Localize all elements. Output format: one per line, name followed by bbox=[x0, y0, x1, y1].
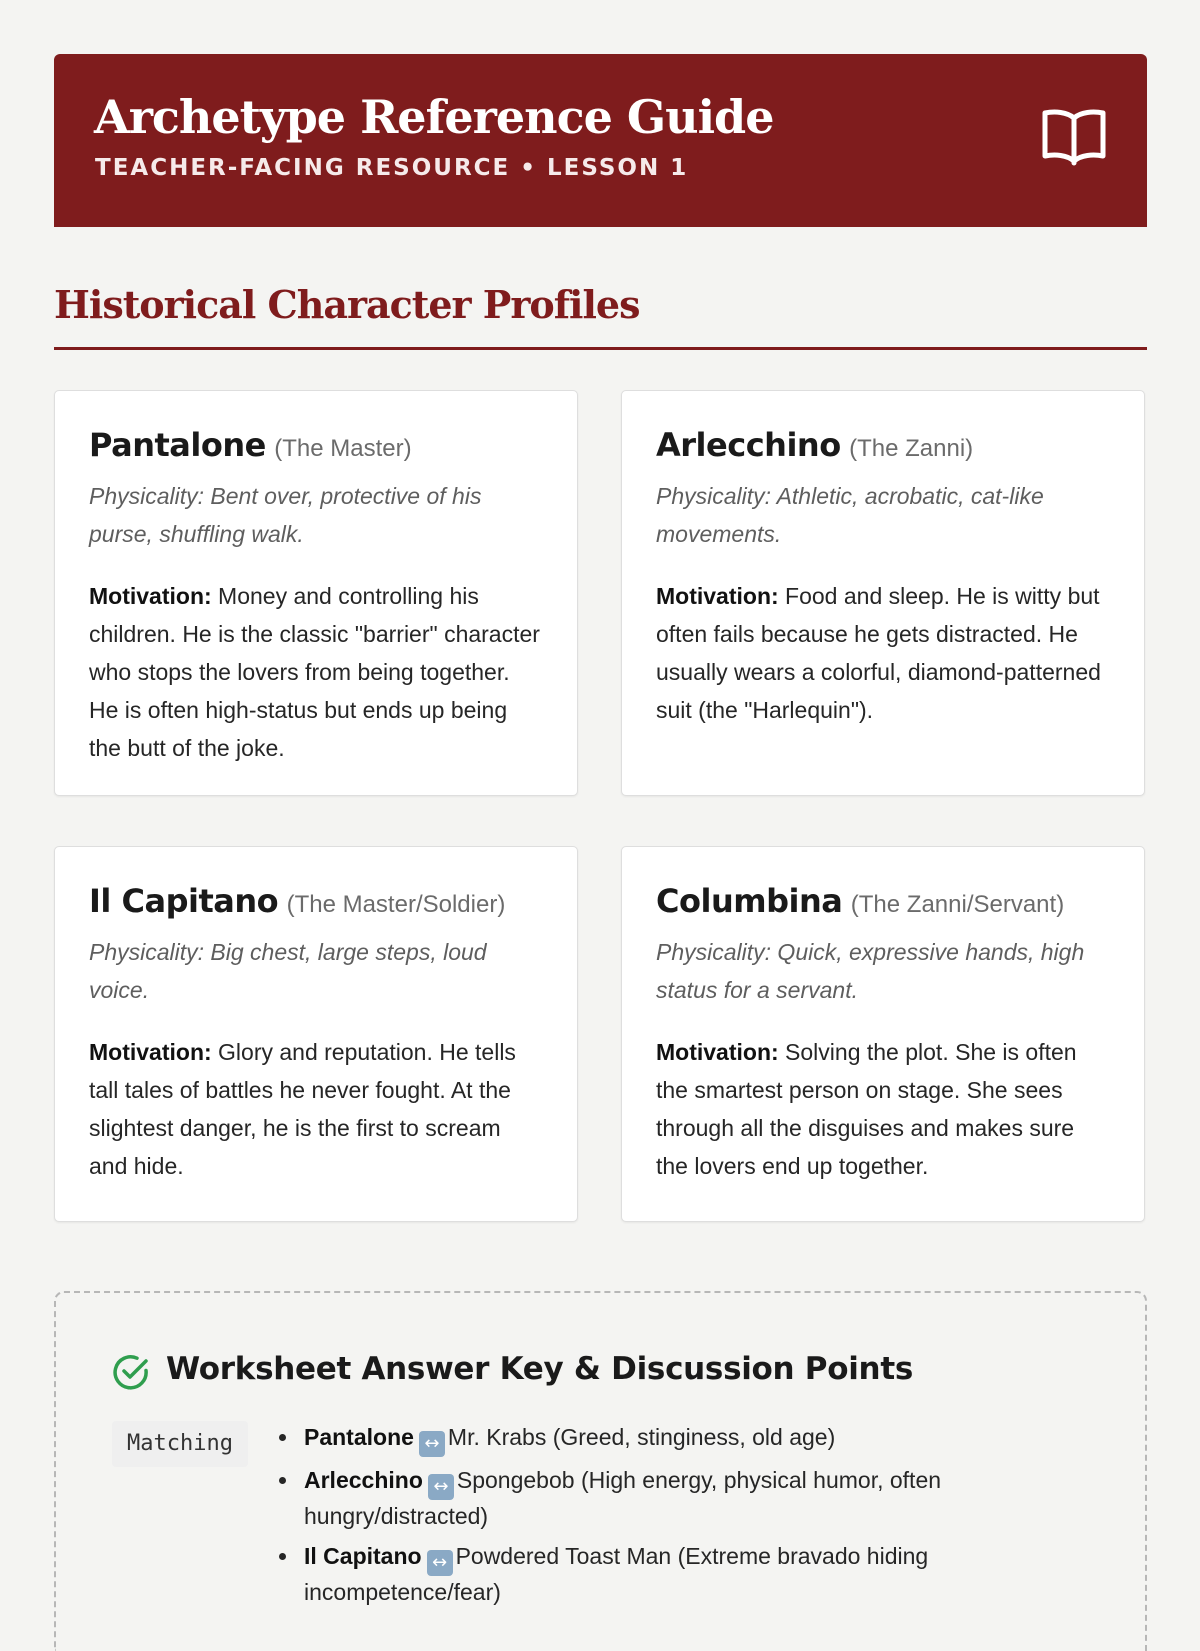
section-title: Historical Character Profiles bbox=[54, 282, 640, 327]
character-name: Il Capitano bbox=[89, 882, 279, 920]
character-role: (The Master) bbox=[274, 435, 412, 462]
left-right-arrow-icon: ↔ bbox=[427, 1550, 453, 1576]
list-item bbox=[300, 1421, 1120, 1457]
character-physicality: Physicality: Athletic, acrobatic, cat-like movements. bbox=[656, 483, 1044, 547]
character-role: (The Master/Soldier) bbox=[286, 891, 506, 918]
left-right-arrow-icon: ↔ bbox=[428, 1474, 454, 1500]
character-card-il-capitano bbox=[54, 846, 578, 1222]
character-card-arlecchino bbox=[621, 390, 1145, 796]
motivation-text: Solving the plot. She is often the smartest person on stage. She sees through all the disguises and makes sure the lovers end up together. bbox=[656, 1039, 1077, 1179]
open-book-icon bbox=[1041, 106, 1107, 168]
match-text: Mr. Krabs (Greed, stinginess, old age) bbox=[447, 1424, 836, 1450]
check-circle-icon bbox=[112, 1353, 150, 1391]
matching-tag: Matching bbox=[112, 1421, 248, 1467]
character-physicality: Physicality: Big chest, large steps, loud voice. bbox=[89, 939, 487, 1003]
character-motivation bbox=[89, 577, 543, 767]
match-text: Spongebob (High energy, physical humor, often hungry/distracted) bbox=[304, 1467, 942, 1529]
character-name: Columbina bbox=[656, 882, 843, 920]
character-name: Arlecchino bbox=[656, 426, 841, 464]
answer-key-title: Worksheet Answer Key & Discussion Points bbox=[166, 1351, 913, 1387]
section-divider bbox=[54, 347, 1147, 350]
match-character: Il Capitano bbox=[304, 1543, 422, 1569]
motivation-label: Motivation: bbox=[656, 583, 779, 609]
page-title: Archetype Reference Guide bbox=[94, 90, 774, 144]
motivation-label: Motivation: bbox=[89, 583, 212, 609]
matching-list bbox=[270, 1421, 1120, 1616]
character-card-pantalone bbox=[54, 390, 578, 796]
motivation-text: Money and controlling his children. He is the classic "barrier" character who stops the lovers from being together. He is often high-status but ends up being the butt of the joke. bbox=[89, 583, 540, 761]
header-banner bbox=[54, 54, 1147, 227]
match-character: Pantalone bbox=[304, 1424, 414, 1450]
page-subtitle: TEACHER-FACING RESOURCE • LESSON 1 bbox=[95, 155, 689, 181]
character-motivation bbox=[89, 1033, 543, 1185]
character-name: Pantalone bbox=[89, 426, 266, 464]
left-right-arrow-icon: ↔ bbox=[419, 1431, 445, 1457]
character-role: (The Zanni) bbox=[849, 435, 974, 462]
character-role: (The Zanni/Servant) bbox=[850, 891, 1065, 918]
character-card-columbina bbox=[621, 846, 1145, 1222]
motivation-text: Food and sleep. He is witty but often fails because he gets distracted. He usually wears a colorful, diamond-patterned suit (the "Harlequin"). bbox=[656, 583, 1101, 723]
match-text: Powdered Toast Man (Extreme bravado hiding incompetence/fear) bbox=[304, 1543, 929, 1605]
character-motivation bbox=[656, 1033, 1110, 1185]
match-character: Arlecchino bbox=[304, 1467, 423, 1493]
character-motivation bbox=[656, 577, 1110, 729]
motivation-label: Motivation: bbox=[89, 1039, 212, 1065]
motivation-text: Glory and reputation. He tells tall tales of battles he never fought. At the slightest danger, he is the first to scream and hide. bbox=[89, 1039, 516, 1179]
list-item bbox=[300, 1464, 1120, 1533]
reference-guide-page bbox=[54, 54, 1147, 1605]
character-physicality: Physicality: Bent over, protective of his purse, shuffling walk. bbox=[89, 483, 482, 547]
list-item bbox=[300, 1540, 1120, 1609]
motivation-label: Motivation: bbox=[656, 1039, 779, 1065]
character-physicality: Physicality: Quick, expressive hands, high status for a servant. bbox=[656, 939, 1085, 1003]
answer-key-panel bbox=[54, 1291, 1147, 1651]
